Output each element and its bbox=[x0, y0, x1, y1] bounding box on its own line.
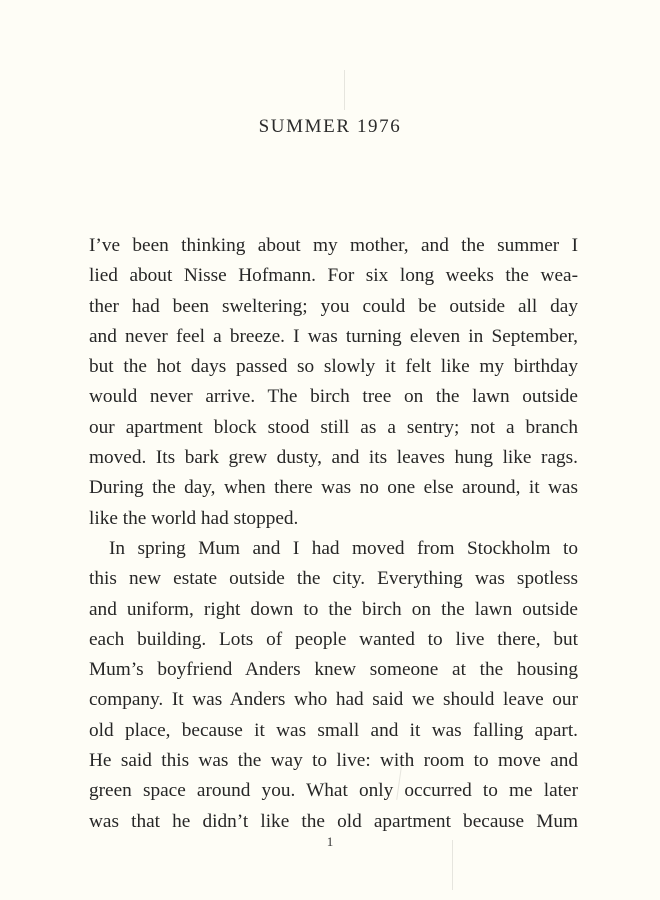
chapter-title: SUMMER 1976 bbox=[258, 116, 402, 137]
page-number: 1 bbox=[326, 834, 334, 849]
text-line: He said this was the way to live: with room to move and bbox=[89, 750, 578, 772]
text-line: like the world had stopped. bbox=[89, 507, 299, 529]
text-line: green space around you. What only occurred to me later bbox=[89, 780, 578, 802]
text-line: would never arrive. The birch tree on the lawn outside bbox=[89, 386, 578, 408]
text-line: company. It was Anders who had said we should leave our bbox=[89, 689, 578, 711]
text-line: Mum’s boyfriend Anders knew someone at the housing bbox=[89, 659, 578, 681]
text-line: and never feel a breeze. I was turning eleven in September, bbox=[89, 325, 578, 347]
text-line: old place, because it was small and it was falling apart. bbox=[89, 719, 578, 741]
text-line: In spring Mum and I had moved from Stockholm to bbox=[109, 537, 578, 559]
text-line: was that he didn’t like the old apartment because Mum bbox=[89, 810, 578, 832]
text-line: moved. Its bark grew dusty, and its leaves hung like rags. bbox=[89, 447, 578, 469]
text-line: ther had been sweltering; you could be outside all day bbox=[89, 295, 578, 317]
body-text bbox=[89, 231, 578, 837]
text-line: I’ve been thinking about my mother, and the summer I bbox=[89, 235, 578, 256]
text-line: but the hot days passed so slowly it felt like my birthday bbox=[89, 356, 578, 378]
text-line: During the day, when there was no one else around, it was bbox=[89, 477, 578, 499]
text-line: lied about Nisse Hofmann. For six long weeks the wea- bbox=[89, 265, 578, 287]
text-line: each building. Lots of people wanted to live there, but bbox=[89, 628, 578, 650]
text-line: and uniform, right down to the birch on the lawn outside bbox=[89, 598, 578, 620]
text-line: this new estate outside the city. Everything was spotless bbox=[89, 568, 578, 590]
text-line: our apartment block stood still as a sentry; not a branch bbox=[89, 416, 578, 438]
scan-artifact bbox=[344, 70, 345, 110]
